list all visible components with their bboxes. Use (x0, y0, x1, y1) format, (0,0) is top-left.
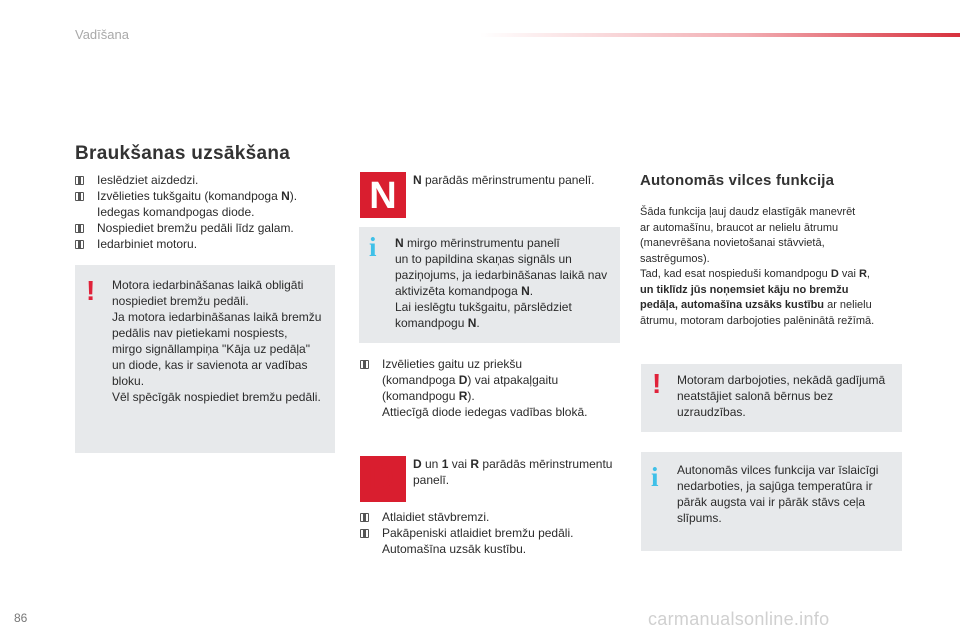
info-text: N mirgo mērinstrumentu panelī un to papildina skaņas signāls un paziņojums, ja iedarbināšanas laikā nav aktivizēta komandpoga N. Lai ieslēgtu tukšgaitu, pārslēdziet komandpogu N. (395, 236, 608, 330)
exclamation-icon: ! (652, 368, 662, 399)
checkbox-bullet-icon (360, 513, 369, 522)
list-item: Ieslēdziet aizdedzi. (75, 172, 345, 188)
checkbox-bullet-icon (360, 529, 369, 538)
warning-text: Motoram darbojoties, nekādā gadījumā neatstājiet salonā bērnus bez uzraudzības. (677, 373, 886, 419)
section-title: Braukšanas uzsākšana (75, 143, 291, 164)
d-display-text: D un 1 vai R parādās mērinstrumentu panelī. (413, 457, 613, 487)
list-item: Izvēlieties tukšgaitu (komandpoga N). Iedegas komandpogas diode. (75, 188, 345, 220)
info-icon: i (369, 232, 377, 262)
list-item: Atlaidiet stāvbremzi. (360, 509, 620, 525)
checkbox-bullet-icon (360, 360, 369, 369)
list-item: Nospiediet bremžu pedāli līdz galam. (75, 220, 345, 236)
release-steps-list (360, 509, 620, 557)
info-box (359, 227, 620, 343)
header-title: Vadīšana (75, 27, 129, 42)
list-item: Izvēlieties gaitu uz priekšu (komandpoga D) vai atpakaļgaitu (komandpogu R). Attiecīgā diode iedegas vadības blokā. (360, 356, 620, 420)
n-display-text: N parādās mērinstrumentu panelī. (413, 173, 595, 187)
header-divider (480, 33, 960, 37)
gear-select-list (360, 356, 620, 420)
drive-gear-badge (360, 456, 406, 502)
page-number: 86 (14, 611, 28, 625)
info-text: Autonomās vilces funkcija var īslaicīgi nedarboties, ja sajūga temperatūra ir pārāk augsta vai ir pārāk stāvs ceļa slīpums. (677, 463, 879, 525)
warning-box (641, 364, 902, 432)
start-steps-list (75, 172, 345, 252)
checkbox-bullet-icon (75, 176, 84, 185)
list-item: Iedarbiniet motoru. (75, 236, 345, 252)
watermark: carmanualsonline.info (648, 609, 830, 629)
info-icon: i (651, 462, 659, 492)
exclamation-icon: ! (86, 275, 96, 306)
warning-box (75, 265, 335, 453)
autonomous-drive-title: Autonomās vilces funkcija (640, 172, 835, 189)
list-item: Pakāpeniski atlaidiet bremžu pedāli. Automašīna uzsāk kustību. (360, 525, 620, 557)
checkbox-bullet-icon (75, 192, 84, 201)
checkbox-bullet-icon (75, 224, 84, 233)
info-box (641, 452, 902, 551)
checkbox-bullet-icon (75, 240, 84, 249)
neutral-gear-badge: N (360, 172, 406, 218)
drive-gear-letter: D (368, 457, 394, 498)
warning-text: Motora iedarbināšanas laikā obligāti nospiediet bremžu pedāli. Ja motora iedarbināšanas laikā bremžu pedālis nav pietiekami nospiests, mirgo signāllampiņa "Kāja uz pedāļa" un diode, kas ir savienota ar vadības bloku. Vēl spēcīgāk nospiediet bremžu pedāli. (112, 278, 322, 404)
autonomous-drive-text: Šāda funkcija ļauj daudz elastīgāk manevrēt ar automašīnu, braucot ar nelielu ātrumu (manevrēšana novietošanai stāvvietā, sastrēgumos). Tad, kad esat nospieduši komandpogu D vai R, un tiklīdz jūs noņemsiet kāju no bremžu pedāļa, automašīna uzsāks kustību ar nelielu ātrumu, motoram darbojoties palēninātā režīmā. (640, 206, 875, 327)
